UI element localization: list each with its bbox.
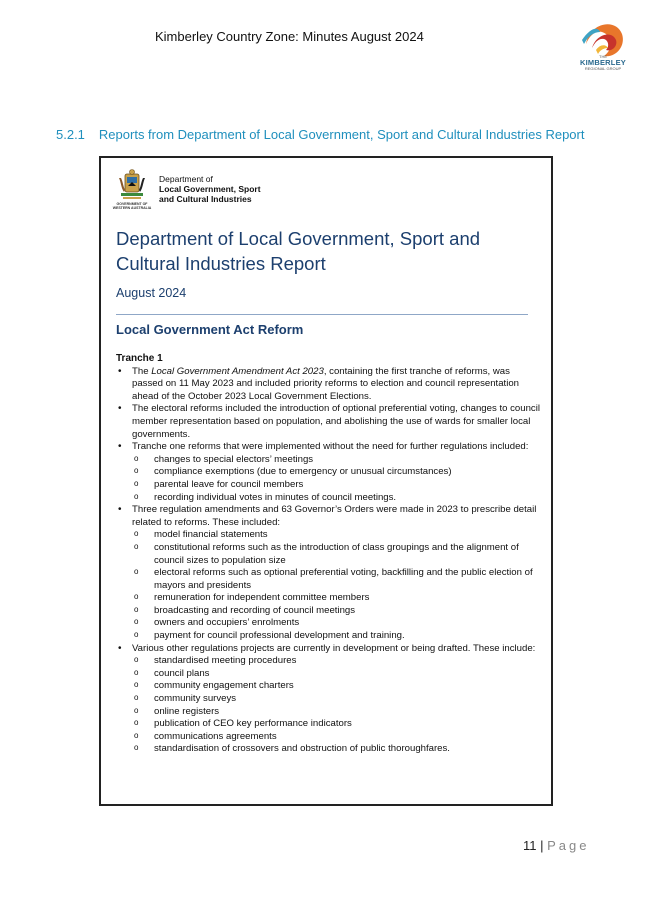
section-number: 5.2.1 — [56, 127, 85, 142]
sub-list-item: o changes to special electors’ meetings — [132, 454, 541, 467]
report-date: August 2024 — [116, 286, 187, 300]
report-image-frame — [99, 156, 553, 806]
logo-wordmark: THE KIMBERLEY REGIONAL GROUP — [580, 54, 626, 71]
sub-list-item: o community engagement charters — [132, 680, 541, 693]
department-name: Department of Local Government, Sport and Cultural Industries — [159, 174, 261, 204]
list-item: • The Local Government Amendment Act 2023, containing the first tranche of reforms, was passed on 11 May 2023 and included priority reforms to election and council representation ahead of the October 2023 Local Government Elections. — [116, 366, 541, 404]
sub-list-item: o remuneration for independent committee members — [132, 592, 541, 605]
tranche-heading: Tranche 1 — [116, 353, 163, 364]
sub-list — [132, 655, 541, 756]
sub-list-item: o compliance exemptions (due to emergency or unusual circumstances) — [132, 466, 541, 479]
crest-caption: GOVERNMENT OF WESTERN AUSTRALIA — [112, 202, 152, 210]
report-title: Department of Local Government, Sport and Cultural Industries Report — [116, 228, 481, 274]
wa-government-crest-icon — [117, 168, 147, 206]
list-item: • Various other regulations projects are currently in development or being drafted. These include: o standardised meeting procedures o council plans o community engagement charters o community surveys o online registers o publication of CEO key performance indicators o communications agreements o standardisation of crossovers and obstruction of public thoroughfares. — [116, 643, 541, 756]
sub-list-item: o publication of CEO key performance indicators — [132, 718, 541, 731]
sub-list-item: o council plans — [132, 668, 541, 681]
report-subheading: Local Government Act Reform — [116, 322, 304, 337]
sub-list — [132, 454, 541, 504]
sub-list-item: o constitutional reforms such as the introduction of class groupings and the alignment of council sizes to population size — [132, 542, 541, 567]
sub-list — [132, 529, 541, 642]
sub-list-item: o parental leave for council members — [132, 479, 541, 492]
sub-list-item: o recording individual votes in minutes of council meetings. — [132, 492, 541, 505]
sub-list-item: o owners and occupiers’ enrolments — [132, 617, 541, 630]
page-label: Page — [547, 838, 590, 853]
sub-list-item: o online registers — [132, 706, 541, 719]
sub-list-item: o electoral reforms such as optional preferential voting, backfilling and the public election of mayors and presidents — [132, 567, 541, 592]
sub-list-item: o payment for council professional development and training. — [132, 630, 541, 643]
sub-list-item: o standardisation of crossovers and obstruction of public thoroughfares. — [132, 743, 541, 756]
report-body — [116, 353, 541, 756]
sub-list-item: o communications agreements — [132, 731, 541, 744]
list-item: • The electoral reforms included the introduction of optional preferential voting, changes to council member representation based on population, and abolishing the use of wards for smaller local governments. — [116, 403, 541, 441]
reform-bullet-list — [116, 366, 541, 756]
page-number-value: 11 — [523, 838, 537, 853]
sub-list-item: o broadcasting and recording of council meetings — [132, 605, 541, 618]
sub-list-item: o model financial statements — [132, 529, 541, 542]
page-separator: | — [540, 838, 544, 853]
list-item: • Tranche one reforms that were implemented without the need for further regulations included: o changes to special electors’ meetings o compliance exemptions (due to emergency or unusual circumstances) o parental leave for council members o recording individual votes in minutes of council meetings. — [116, 441, 541, 504]
list-item: • Three regulation amendments and 63 Governor’s Orders were made in 2023 to prescribe detail related to reforms. These included: o model financial statements o constitutional reforms such as the introduction of class groupings and the alignment of council sizes to population size o electoral reforms such as optional preferential voting, backfilling and the public election of mayors and presidents o remuneration for independent committee members o broadcasting and recording of council meetings o owners and occupiers’ enrolments o payment for council professional development and training. — [116, 504, 541, 643]
page-header-title: Kimberley Country Zone: Minutes August 2024 — [155, 29, 424, 44]
section-heading — [56, 127, 584, 142]
title-divider — [116, 314, 528, 315]
section-title: Reports from Department of Local Government, Sport and Cultural Industries Report — [98, 127, 585, 142]
sub-list-item: o community surveys — [132, 693, 541, 706]
page-number — [523, 838, 590, 853]
sub-list-item: o standardised meeting procedures — [132, 655, 541, 668]
